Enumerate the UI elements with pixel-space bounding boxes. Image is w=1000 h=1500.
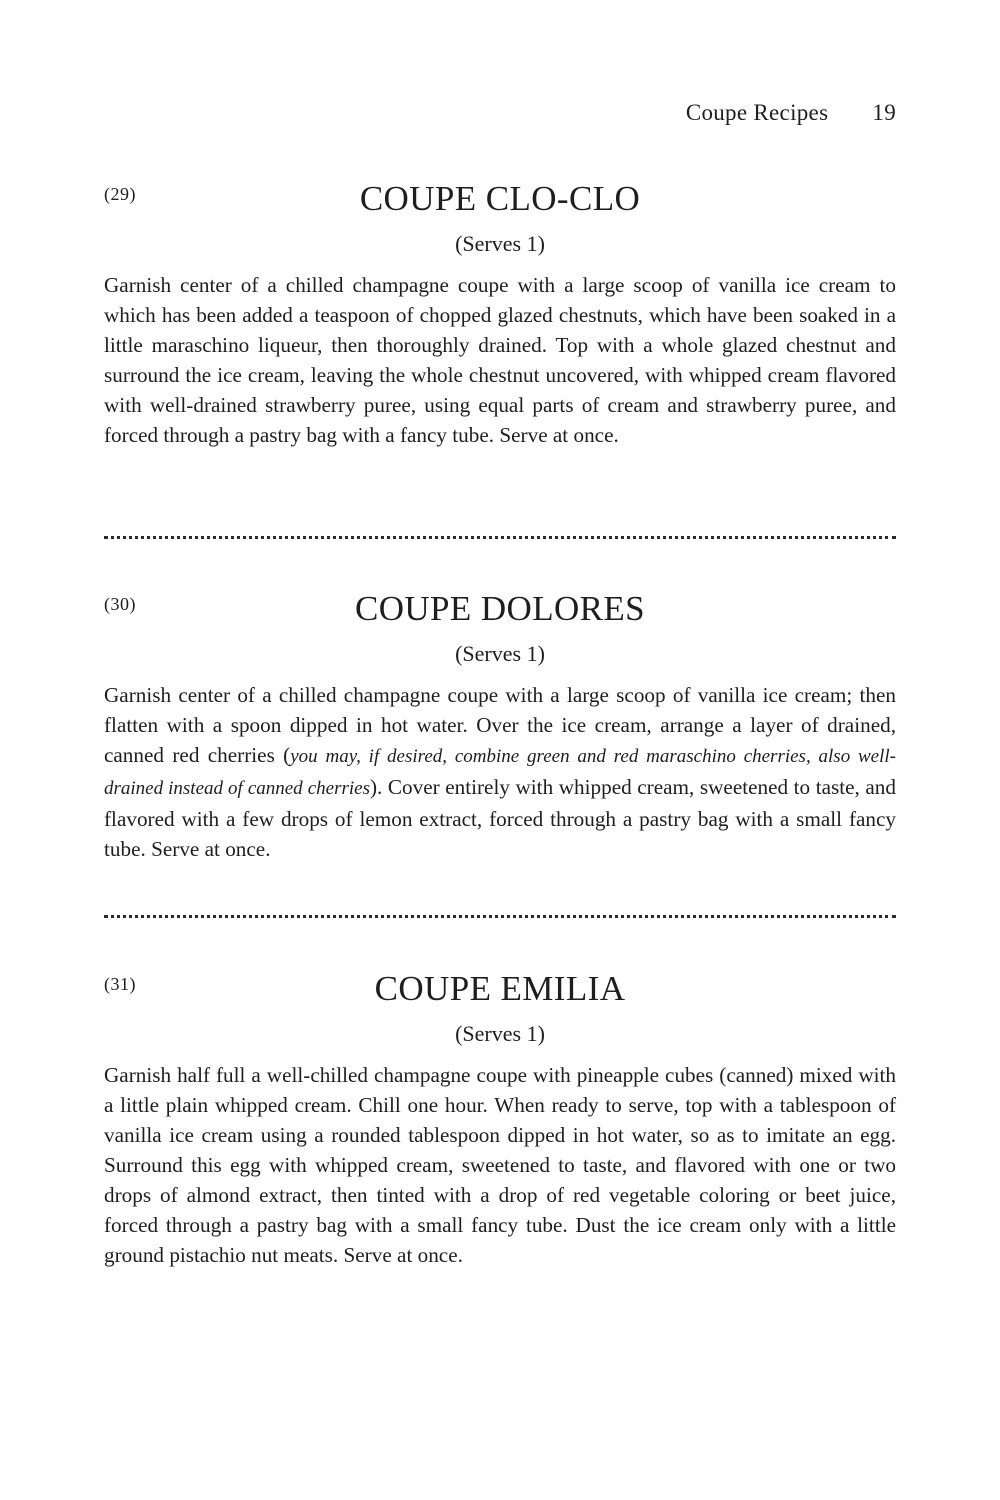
recipe-serves: (Serves 1): [455, 1021, 545, 1046]
recipe-serves: (Serves 1): [455, 231, 545, 256]
recipe-title: COUPE EMILIA: [374, 969, 626, 1008]
recipe-body: Garnish center of a chilled champagne coupe with a large scoop of vanilla ice cream to which has been added a teaspoon of chopped glazed chestnuts, which have been soaked in a little maraschino liqueur, then thoroughly drained. Top with a whole glazed chestnut and surround the ice cream, leaving the whole chestnut uncovered, with whipped cream flavored with well-drained strawberry puree, using equal parts of cream and strawberry puree, and forced through a pastry bag with a fancy tube. Serve at once.: [104, 273, 896, 447]
recipe-body: Garnish half full a well-chilled champagne coupe with pineapple cubes (canned) mixed with a little plain whipped cream. Chill one hour. When ready to serve, top with a tablespoon of vanilla ice cream using a rounded tablespoon dipped in hot water, so as to imitate an egg. Surround this egg with whipped cream, sweetened to taste, and flavored with one or two drops of almond extract, then tinted with a drop of red vegetable coloring or beet juice, forced through a pastry bag with a small fancy tube. Dust the ice cream only with a little ground pistachio nut meats. Serve at once.: [104, 1063, 896, 1267]
section-divider: [104, 915, 896, 918]
recipe-coupe-emilia: [104, 968, 896, 1291]
recipe-coupe-clo-clo: [104, 178, 896, 471]
recipe-coupe-dolores: [104, 588, 896, 885]
recipe-serves: (Serves 1): [455, 641, 545, 666]
running-header: [686, 100, 896, 126]
recipe-title: COUPE CLO-CLO: [359, 179, 641, 218]
recipe-body-text-end: ). Cover entirely with whipped cream, sweetened to taste, and flavored with a few drops of lemon extract, forced through a pastry bag with a small fancy tube. Serve at once.: [104, 775, 896, 861]
recipe-number: (31): [104, 974, 136, 994]
section-title: Coupe Recipes: [685, 100, 829, 125]
recipe-number: (30): [104, 594, 136, 614]
recipe-body: [104, 680, 896, 864]
recipe-body-text: Garnish center of a chilled champagne coupe with a large scoop of vanilla ice cream; then flatten with a spoon dipped in hot water. Over the ice cream, arrange a layer of drained, canned red cherries (: [104, 683, 896, 767]
recipe-number: (29): [104, 184, 136, 204]
page-number: 19: [872, 100, 896, 125]
recipe-body-italic-note: you may, if desired, combine green and red maraschino cherries, also well-drained instead of canned cherries: [104, 746, 896, 799]
section-divider: [104, 536, 896, 539]
recipe-title: COUPE DOLORES: [354, 589, 646, 628]
